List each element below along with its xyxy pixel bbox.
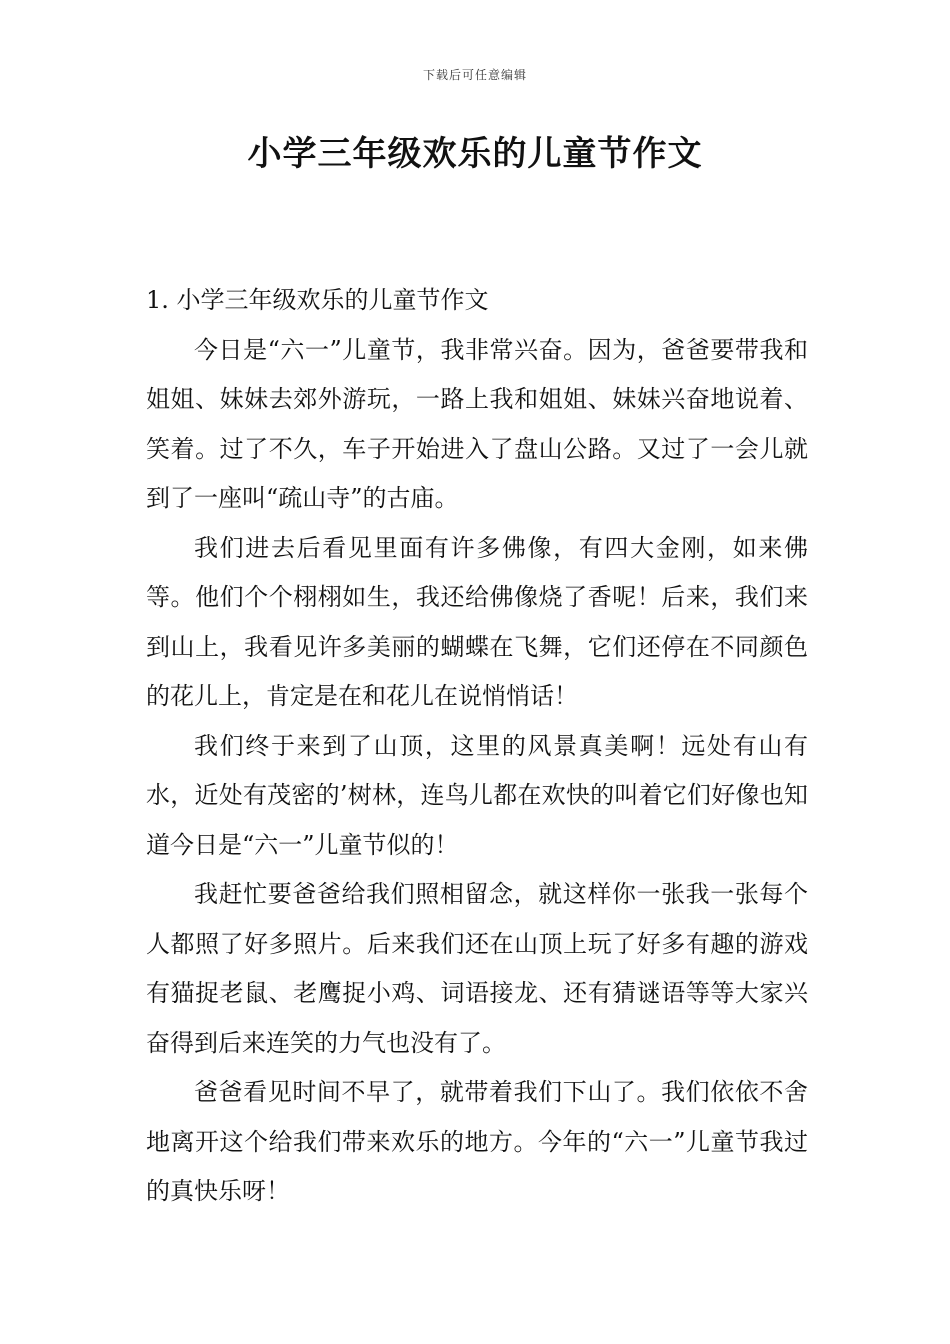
paragraph-2: 我们进去后看见里面有许多佛像，有四大金刚，如来佛等。他们个个栩栩如生，我还给佛像烧了香呢！后来，我们来到山上，我看见许多美丽的蝴蝶在飞舞，它们还停在不同颜色的花儿上，肯定是在和花儿在说悄悄话！	[146, 533, 808, 710]
section-heading: 1. 小学三年级欢乐的儿童节作文	[146, 286, 489, 314]
paragraph-3: 我们终于来到了山顶，这里的风景真美啊！远处有山有水，近处有茂密的’树林，连鸟儿都在欢快的叫着它们好像也知道今日是“六一”儿童节似的！	[146, 731, 808, 859]
header-note: 下载后可任意编辑	[422, 68, 527, 82]
paragraph-5: 爸爸看见时间不早了，就带着我们下山了。我们依依不舍地离开这个给我们带来欢乐的地方。今年的“六一”儿童节我过的真快乐呀！	[146, 1078, 808, 1205]
document-title: 小学三年级欢乐的儿童节作文	[247, 134, 703, 174]
essay-body	[146, 276, 808, 1217]
paragraph-1: 今日是“六一”儿童节，我非常兴奋。因为，爸爸要带我和姐姐、妹妹去郊外游玩，一路上我和姐姐、妹妹兴奋地说着、笑着。过了不久，车子开始进入了盘山公路。又过了一会儿就到了一座叫“疏山寺”的古庙。	[146, 335, 808, 512]
paragraph-4: 我赶忙要爸爸给我们照相留念，就这样你一张我一张每个人都照了好多照片。后来我们还在山顶上玩了好多有趣的游戏有猫捉老鼠、老鹰捉小鸡、词语接龙、还有猜谜语等等大家兴奋得到后来连笑的力气也没有了。	[146, 880, 808, 1057]
